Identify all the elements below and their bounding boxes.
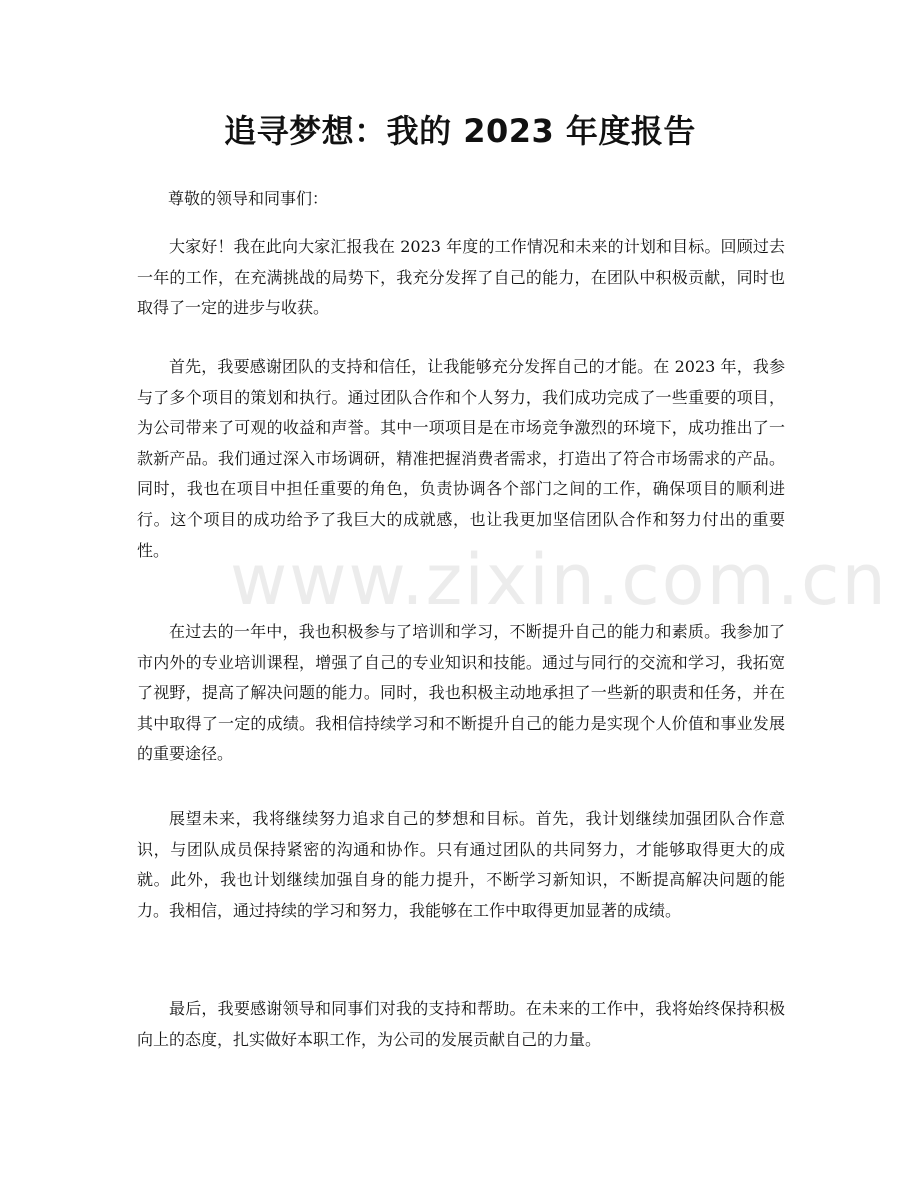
paragraph-training: 在过去的一年中，我也积极参与了培训和学习，不断提升自己的能力和素质。我参加了市内外的专业培训课程，增强了自己的专业知识和技能。通过与同行的交流和学习，我拓宽了视野，提高了解决问题的能力。同时，我也积极主动地承担了一些新的职责和任务，并在其中取得了一定的成绩。我相信持续学习和不断提升自己的能力是实现个人价值和事业发展的重要途径。	[137, 622, 785, 764]
paragraph-closing: 最后，我要感谢领导和同事们对我的支持和帮助。在未来的工作中，我将始终保持积极向上的态度，扎实做好本职工作，为公司的发展贡献自己的力量。	[137, 999, 785, 1049]
paragraph-outlook: 展望未来，我将继续努力追求自己的梦想和目标。首先，我计划继续加强团队合作意识，与团队成员保持紧密的沟通和协作。只有通过团队的共同努力，才能够取得更大的成就。此外，我也计划继续加强自身的能力提升，不断学习新知识，不断提高解决问题的能力。我相信，通过持续的学习和努力，我能够在工作中取得更加显著的成绩。	[137, 809, 785, 920]
salutation: 尊敬的领导和同事们：	[168, 189, 329, 208]
paragraph-intro: 大家好！我在此向大家汇报我在 2023 年度的工作情况和未来的计划和目标。回顾过去一年的工作，在充满挑战的局势下，我充分发挥了自己的能力，在团队中积极贡献，同时也取得了一定的进步与收获。	[137, 237, 785, 318]
paragraph-projects: 首先，我要感谢团队的支持和信任，让我能够充分发挥自己的才能。在 2023 年，我参与了多个项目的策划和执行。通过团队合作和个人努力，我们成功完成了一些重要的项目，为公司带来了可观的收益和声誉。其中一项项目是在市场竞争激烈的环境下，成功推出了一款新产品。我们通过深入市场调研，精准把握消费者需求，打造出了符合市场需求的产品。同时，我也在项目中担任重要的角色，负责协调各个部门之间的工作，确保项目的顺利进行。这个项目的成功给予了我巨大的成就感，也让我更加坚信团队合作和努力付出的重要性。	[137, 357, 785, 560]
page-title: 追寻梦想：我的 2023 年度报告	[224, 112, 696, 150]
watermark: www.zixin.com.cn	[230, 539, 888, 621]
